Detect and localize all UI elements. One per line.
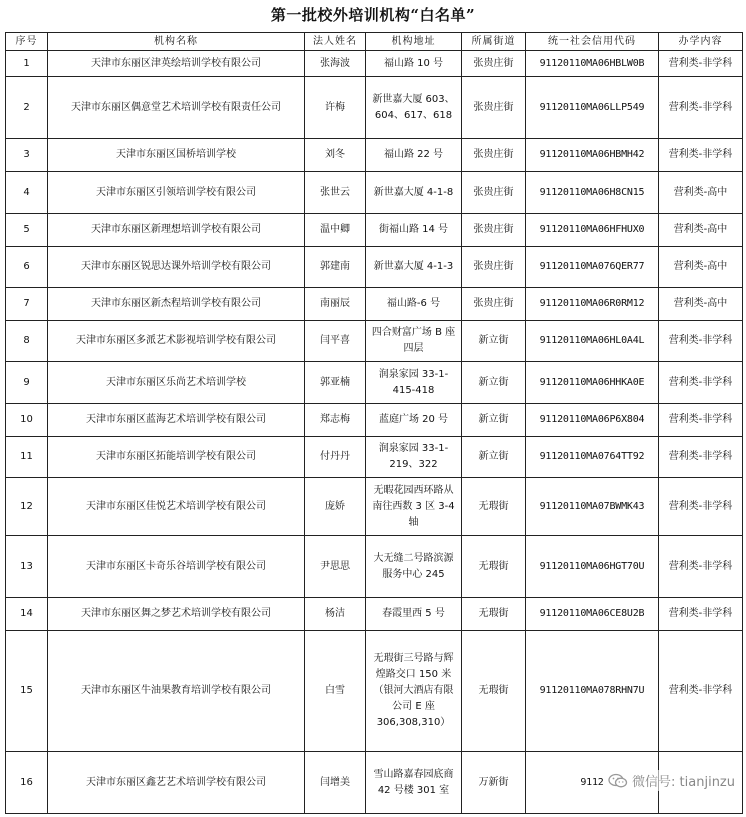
org-address-cell: 大无缝二号路滨源服务中心 245 [366, 536, 462, 598]
org-name-cell: 天津市东丽区牛油果教育培训学校有限公司 [48, 631, 305, 752]
school-content-cell: 营利类-非学科 [659, 598, 743, 631]
org-name-cell: 天津市东丽区卡奇乐谷培训学校有限公司 [48, 536, 305, 598]
org-address-cell: 润泉家园 33-1-415-418 [366, 362, 462, 404]
school-content-cell: 营利类-高中 [659, 214, 743, 247]
org-name-cell: 天津市东丽区多派艺术影视培训学校有限公司 [48, 321, 305, 362]
row-number-cell: 1 [6, 51, 48, 77]
street-cell: 万新街 [462, 752, 526, 814]
row-number-cell: 2 [6, 77, 48, 139]
street-cell: 张贵庄街 [462, 288, 526, 321]
credit-code-cell: 91120110MA06HBMH42 [526, 139, 659, 172]
org-address-cell: 新世嘉大厦 4-1-8 [366, 172, 462, 214]
street-cell: 新立街 [462, 437, 526, 478]
org-name-cell: 天津市东丽区乐尚艺术培训学校 [48, 362, 305, 404]
wechat-icon [608, 773, 628, 789]
credit-code-cell: 91120110MA076QER77 [526, 247, 659, 288]
legal-person-cell: 郭亚楠 [305, 362, 366, 404]
document-title: 第一批校外培训机构“白名单” [270, 6, 476, 24]
school-content-cell: 营利类-非学科 [659, 321, 743, 362]
org-name-cell: 天津市东丽区佳悦艺术培训学校有限公司 [48, 478, 305, 536]
org-name-cell: 天津市东丽区蓝海艺术培训学校有限公司 [48, 404, 305, 437]
table-header-row [6, 33, 743, 51]
credit-code-cell: 91120110MA06HFHUX0 [526, 214, 659, 247]
header-no: 序号 [6, 33, 48, 51]
org-name-cell: 天津市东丽区拓能培训学校有限公司 [48, 437, 305, 478]
table-row [6, 247, 743, 288]
header-content: 办学内容 [659, 33, 743, 51]
org-address-cell: 福山路 22 号 [366, 139, 462, 172]
legal-person-cell: 温中卿 [305, 214, 366, 247]
legal-person-cell: 付丹丹 [305, 437, 366, 478]
table-row [6, 321, 743, 362]
street-cell: 新立街 [462, 404, 526, 437]
row-number-cell: 8 [6, 321, 48, 362]
row-number-cell: 5 [6, 214, 48, 247]
table-row [6, 139, 743, 172]
school-content-cell: 营利类-非学科 [659, 77, 743, 139]
credit-code-cell: 91120110MA078RHN7U [526, 631, 659, 752]
school-content-cell: 营利类-高中 [659, 172, 743, 214]
header-address: 机构地址 [366, 33, 462, 51]
org-address-cell: 无瑕街三号路与辉煌路交口 150 米（银河大酒店有限公司 E 座 306,308,310） [366, 631, 462, 752]
table-row [6, 631, 743, 752]
org-address-cell: 蓝庭广场 20 号 [366, 404, 462, 437]
street-cell: 无瑕街 [462, 478, 526, 536]
school-content-cell: 营利类-高中 [659, 288, 743, 321]
credit-code-cell: 9112 [526, 752, 659, 814]
legal-person-cell: 庞娇 [305, 478, 366, 536]
street-cell: 无瑕街 [462, 631, 526, 752]
row-number-cell: 13 [6, 536, 48, 598]
row-number-cell: 10 [6, 404, 48, 437]
school-content-cell: 营利类-非学科 [659, 478, 743, 536]
legal-person-cell: 白雪 [305, 631, 366, 752]
org-name-cell: 天津市东丽区偶意堂艺术培训学校有限责任公司 [48, 77, 305, 139]
table-row [6, 172, 743, 214]
org-address-cell: 春霞里西 5 号 [366, 598, 462, 631]
street-cell: 张贵庄街 [462, 51, 526, 77]
school-content-cell: 营利类-非学科 [659, 404, 743, 437]
credit-code-cell: 91120110MA06R0RM12 [526, 288, 659, 321]
credit-code-cell: 91120110MA06LLP549 [526, 77, 659, 139]
row-number-cell: 4 [6, 172, 48, 214]
legal-person-cell: 刘冬 [305, 139, 366, 172]
row-number-cell: 15 [6, 631, 48, 752]
legal-person-cell: 杨洁 [305, 598, 366, 631]
row-number-cell: 7 [6, 288, 48, 321]
credit-code-cell: 91120110MA0764TT92 [526, 437, 659, 478]
school-content-cell: 营利类-高中 [659, 247, 743, 288]
table-row [6, 478, 743, 536]
row-number-cell: 16 [6, 752, 48, 814]
table-row [6, 214, 743, 247]
org-name-cell: 天津市东丽区新理想培训学校有限公司 [48, 214, 305, 247]
street-cell: 无瑕街 [462, 536, 526, 598]
org-name-cell: 天津市东丽区国桥培训学校 [48, 139, 305, 172]
legal-person-cell: 南丽辰 [305, 288, 366, 321]
watermark-text: 微信号: tianjinzu [632, 775, 735, 790]
legal-person-cell: 张世云 [305, 172, 366, 214]
legal-person-cell: 尹思思 [305, 536, 366, 598]
org-address-cell: 润泉家园 33-1-219、322 [366, 437, 462, 478]
table-row [6, 288, 743, 321]
row-number-cell: 12 [6, 478, 48, 536]
table-row [6, 598, 743, 631]
legal-person-cell: 张海波 [305, 51, 366, 77]
row-number-cell: 9 [6, 362, 48, 404]
school-content-cell: 营利类-非学科 [659, 51, 743, 77]
credit-code-cell: 91120110MA06HHKA0E [526, 362, 659, 404]
header-person: 法人姓名 [305, 33, 366, 51]
school-content-cell: 营利类-非学科 [659, 631, 743, 752]
street-cell: 张贵庄街 [462, 172, 526, 214]
org-name-cell: 天津市东丽区引领培训学校有限公司 [48, 172, 305, 214]
street-cell: 张贵庄街 [462, 247, 526, 288]
org-address-cell: 街福山路 14 号 [366, 214, 462, 247]
credit-code-cell: 91120110MA06H8CN15 [526, 172, 659, 214]
credit-code-cell: 91120110MA06HL0A4L [526, 321, 659, 362]
wechat-watermark [605, 770, 738, 791]
header-name: 机构名称 [48, 33, 305, 51]
org-address-cell: 福山路-6 号 [366, 288, 462, 321]
street-cell: 新立街 [462, 321, 526, 362]
table-row [6, 437, 743, 478]
school-content-cell: 营利类-非学科 [659, 437, 743, 478]
org-name-cell: 天津市东丽区锐思达课外培训学校有限公司 [48, 247, 305, 288]
org-address-cell: 新世嘉大厦 603、604、617、618 [366, 77, 462, 139]
row-number-cell: 3 [6, 139, 48, 172]
street-cell: 张贵庄街 [462, 139, 526, 172]
table-row [6, 77, 743, 139]
org-name-cell: 天津市东丽区舞之梦艺术培训学校有限公司 [48, 598, 305, 631]
street-cell: 张贵庄街 [462, 214, 526, 247]
row-number-cell: 14 [6, 598, 48, 631]
school-content-cell: 营利类-非学科 [659, 362, 743, 404]
row-number-cell: 6 [6, 247, 48, 288]
table-row [6, 536, 743, 598]
org-address-cell: 福山路 10 号 [366, 51, 462, 77]
school-content-cell: 营利类-非学科 [659, 536, 743, 598]
street-cell: 张贵庄街 [462, 77, 526, 139]
legal-person-cell: 闫增美 [305, 752, 366, 814]
org-name-cell: 天津市东丽区新杰程培训学校有限公司 [48, 288, 305, 321]
credit-code-cell: 91120110MA06HBLW0B [526, 51, 659, 77]
header-code: 统一社会信用代码 [526, 33, 659, 51]
street-cell: 新立街 [462, 362, 526, 404]
credit-code-cell: 91120110MA06CE8U2B [526, 598, 659, 631]
legal-person-cell: 闫平喜 [305, 321, 366, 362]
org-address-cell: 无暇花园西环路从南往西数 3 区 3-4 轴 [366, 478, 462, 536]
credit-code-cell: 91120110MA06P6X804 [526, 404, 659, 437]
credit-code-cell: 91120110MA06HGT70U [526, 536, 659, 598]
whitelist-table [5, 32, 743, 814]
org-name-cell: 天津市东丽区津英绘培训学校有限公司 [48, 51, 305, 77]
org-address-cell: 新世嘉大厦 4-1-3 [366, 247, 462, 288]
school-content-cell: 营利类-非学科 [659, 139, 743, 172]
row-number-cell: 11 [6, 437, 48, 478]
street-cell: 无瑕街 [462, 598, 526, 631]
org-address-cell: 四合财富广场 B 座四层 [366, 321, 462, 362]
table-row [6, 51, 743, 77]
legal-person-cell: 郑志梅 [305, 404, 366, 437]
header-street: 所属街道 [462, 33, 526, 51]
credit-code-cell: 91120110MA07BWMK43 [526, 478, 659, 536]
table-row [6, 362, 743, 404]
org-name-cell: 天津市东丽区鑫艺艺术培训学校有限公司 [48, 752, 305, 814]
org-address-cell: 雪山路嘉春园底商 42 号楼 301 室 [366, 752, 462, 814]
legal-person-cell: 许梅 [305, 77, 366, 139]
legal-person-cell: 郭建南 [305, 247, 366, 288]
table-row [6, 404, 743, 437]
